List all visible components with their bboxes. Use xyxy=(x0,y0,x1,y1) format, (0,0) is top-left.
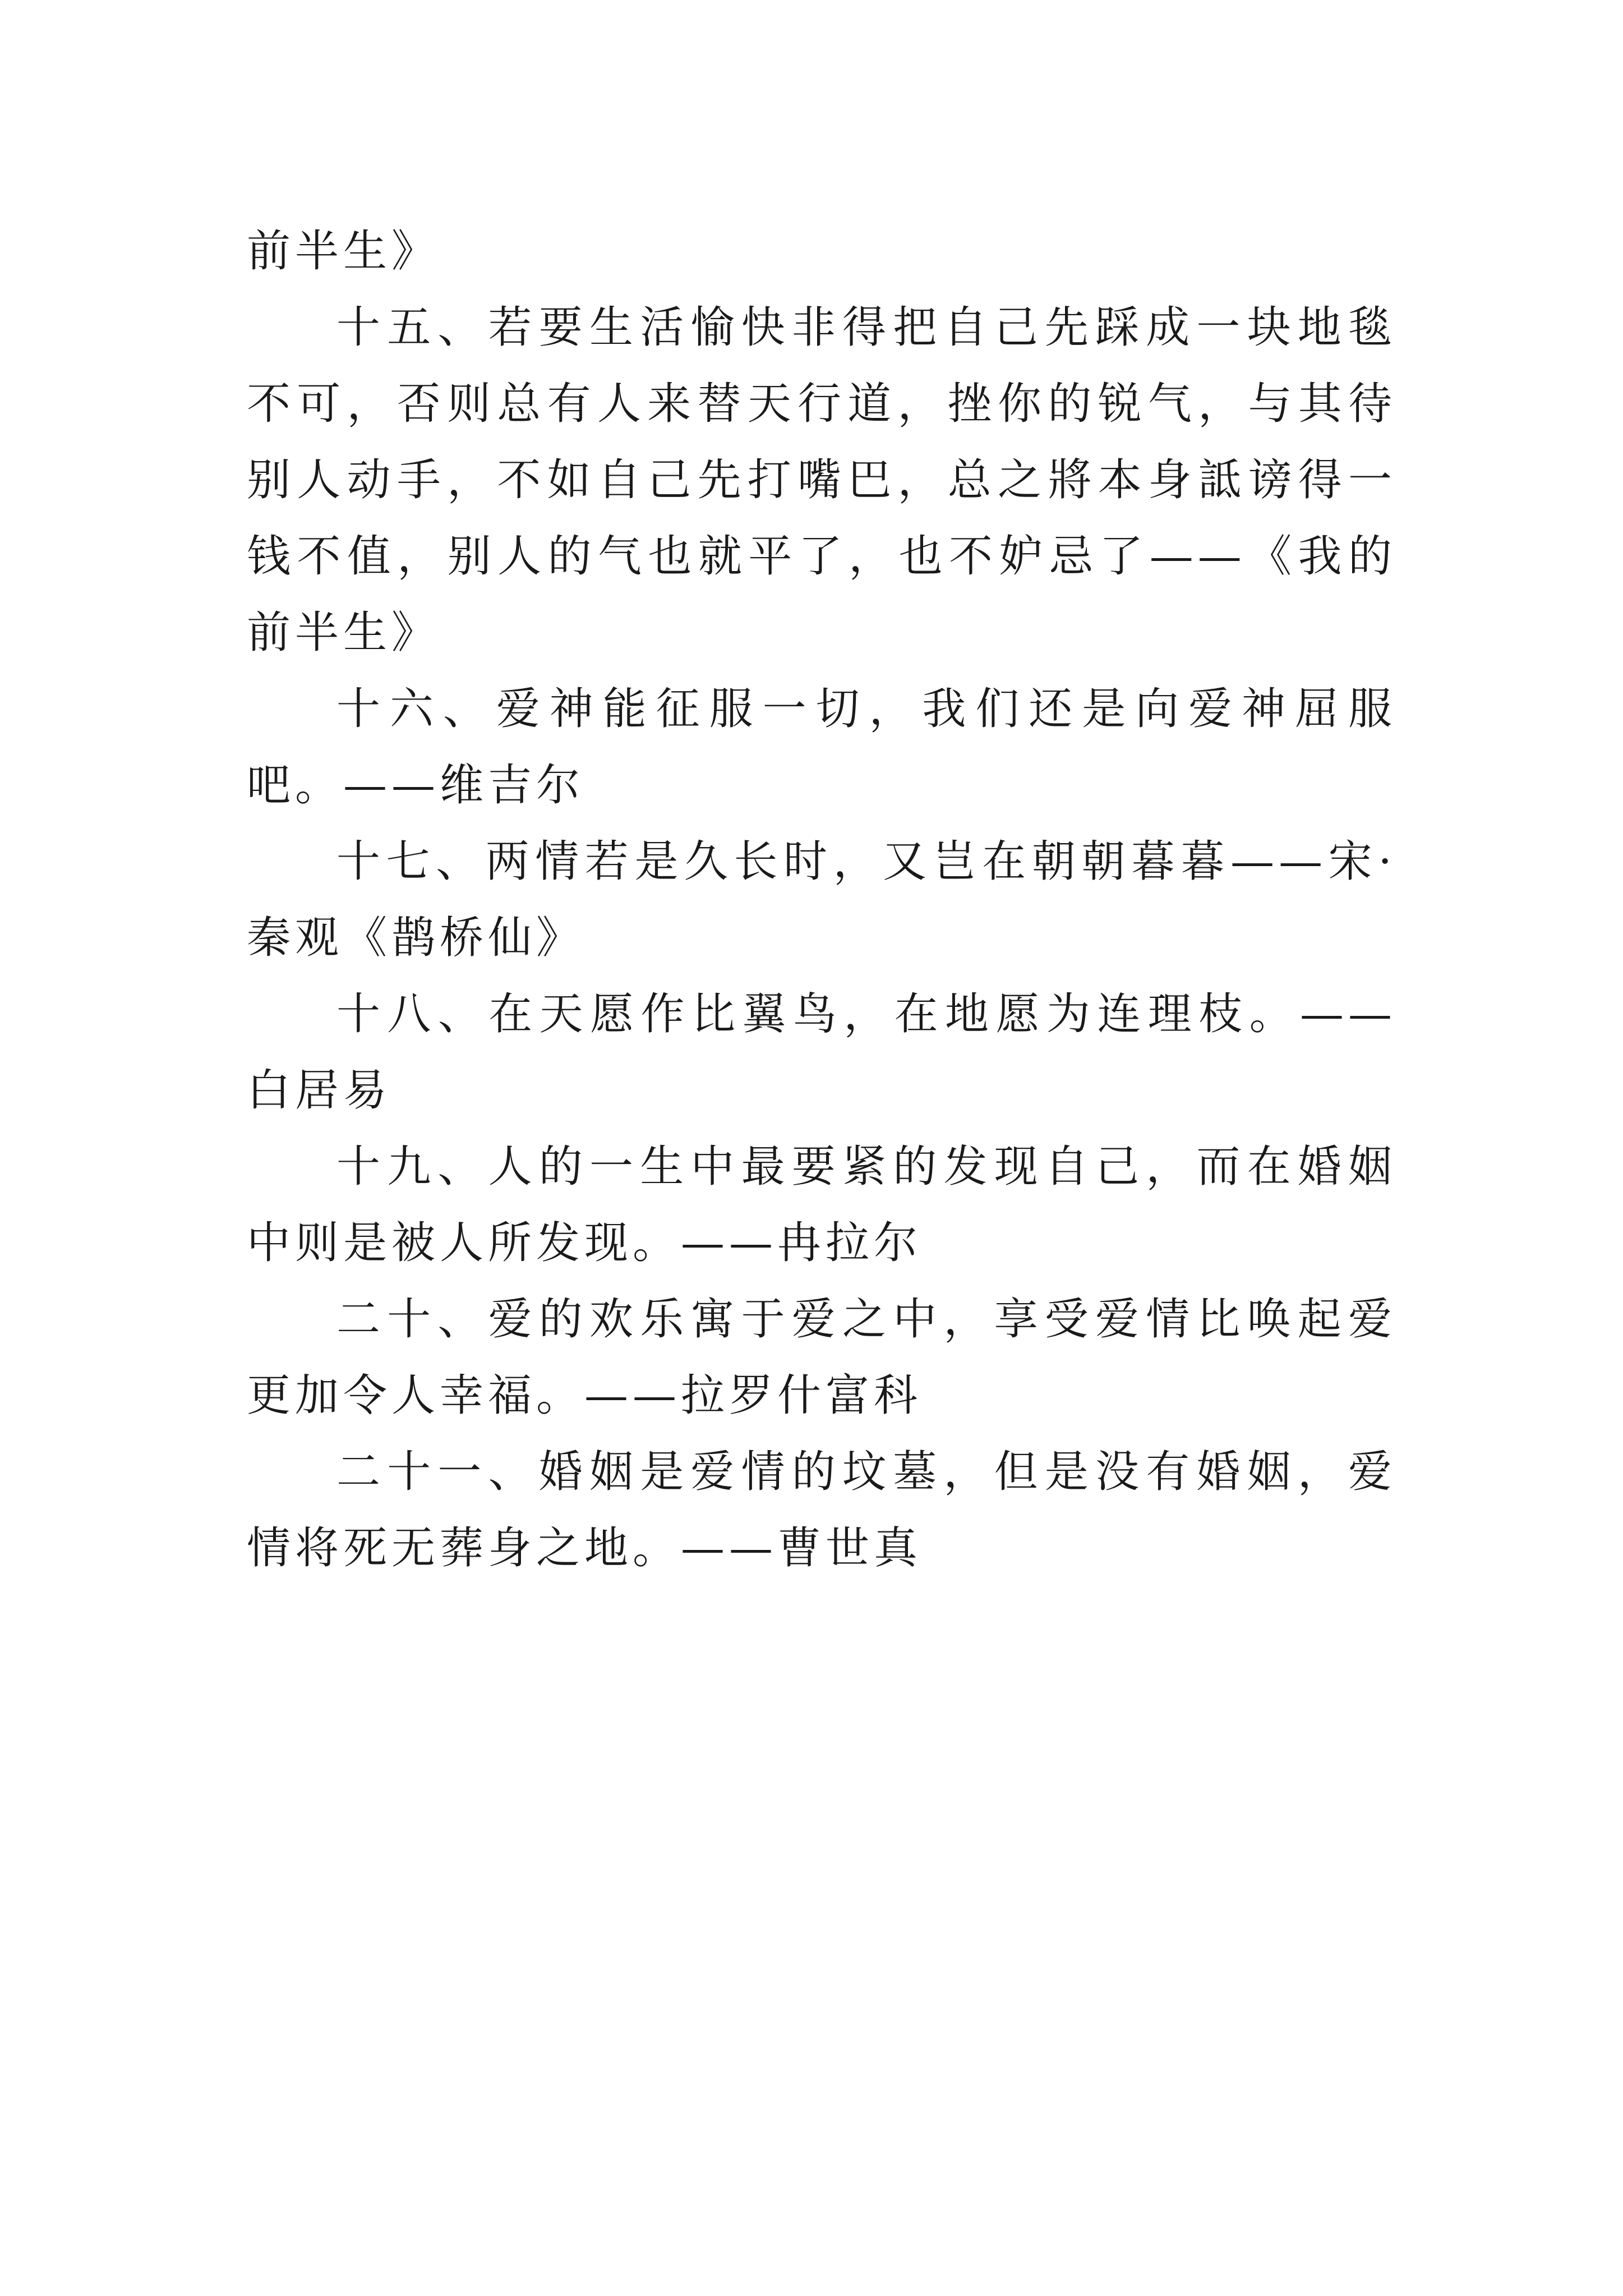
quote-21: 二十一、婚姻是爱情的坟墓，但是没有婚姻，爱情将死无葬身之地。——曹世真 xyxy=(247,1447,1396,1573)
quote-16: 十六、爱神能征服一切，我们还是向爱神屈服吧。——维吉尔 xyxy=(247,684,1396,811)
quote-18: 十八、在天愿作比翼鸟，在地愿为连理枝。——白居易 xyxy=(247,989,1396,1116)
quote-17: 十七、两情若是久长时，又岂在朝朝暮暮——宋·秦观《鹊桥仙》 xyxy=(247,836,1396,963)
quote-19: 十九、人的一生中最要紧的发现自己，而在婚姻中则是被人所发现。——冉拉尔 xyxy=(247,1142,1396,1268)
paragraph-continuation: 前半生》 xyxy=(247,226,440,277)
document-body xyxy=(247,213,1396,1586)
quote-20: 二十、爱的欢乐寓于爱之中，享受爱情比唤起爱更加令人幸福。——拉罗什富科 xyxy=(247,1294,1396,1421)
quote-15: 十五、若要生活愉快非得把自己先踩成一块地毯不可，否则总有人来替天行道，挫你的锐气，与其待别人动手，不如自己先打嘴巴，总之將本身詆谤得一钱不值，别人的气也就平了，也不妒忌了——《我的前半生》 xyxy=(247,302,1396,658)
